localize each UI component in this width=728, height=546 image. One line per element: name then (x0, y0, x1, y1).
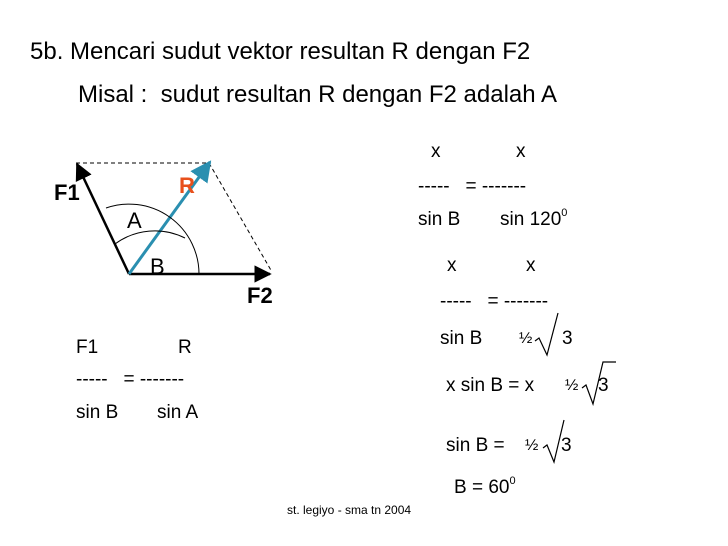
eq3-half: ½ (565, 377, 579, 394)
label-f2: F2 (247, 283, 273, 308)
left-formula-top-right: R (178, 337, 192, 358)
heading-line-1: 5b. Mencari sudut vektor resultan R dengan F2 (30, 38, 531, 65)
left-formula-bottom-left: sin B (76, 402, 119, 423)
eq4-text: sin B = (446, 435, 510, 456)
eq2-top-left: x (447, 255, 457, 276)
eq4-half: ½ (525, 437, 539, 454)
eq2-sqrt-icon (534, 311, 560, 357)
label-angle-b: B (150, 254, 165, 279)
eq2-sqrt-number: 3 (562, 328, 573, 349)
eq1-bottom-right: $\sin 120^0$ (500, 207, 568, 230)
eq1-top-right: x (516, 141, 526, 162)
eq5-text: $B = 60^0$ (454, 475, 516, 498)
label-f1: F1 (54, 180, 80, 205)
eq2-top-right: x (526, 255, 536, 276)
label-r: R (179, 173, 195, 198)
angle-arc-a (115, 231, 185, 244)
eq1-divider: ----- = ------- (418, 176, 527, 197)
eq2-bottom-left: sin B (440, 328, 483, 349)
eq3-text: x sin B = x (446, 375, 540, 396)
eq3-sqrt-number: 3 (598, 375, 609, 396)
f1-vector (77, 164, 129, 274)
eq2-divider: ----- = ------- (440, 291, 549, 312)
left-formula-bottom-right: sin A (157, 402, 199, 423)
label-angle-a: A (127, 208, 142, 233)
eq2-half: ½ (519, 330, 533, 347)
footer-credit: st. legiyo - sma tn 2004 (287, 503, 412, 517)
eq4-sqrt-number: 3 (561, 435, 572, 456)
eq1-top-left: x (431, 141, 441, 162)
heading-line-2: Misal : sudut resultan R dengan F2 adalah A (78, 81, 557, 108)
dashed-side-right (209, 163, 272, 272)
left-formula-divider: ----- = ------- (76, 369, 185, 390)
left-formula-top-left: F1 (76, 337, 99, 358)
eq1-bottom-left: sin B (418, 209, 461, 230)
